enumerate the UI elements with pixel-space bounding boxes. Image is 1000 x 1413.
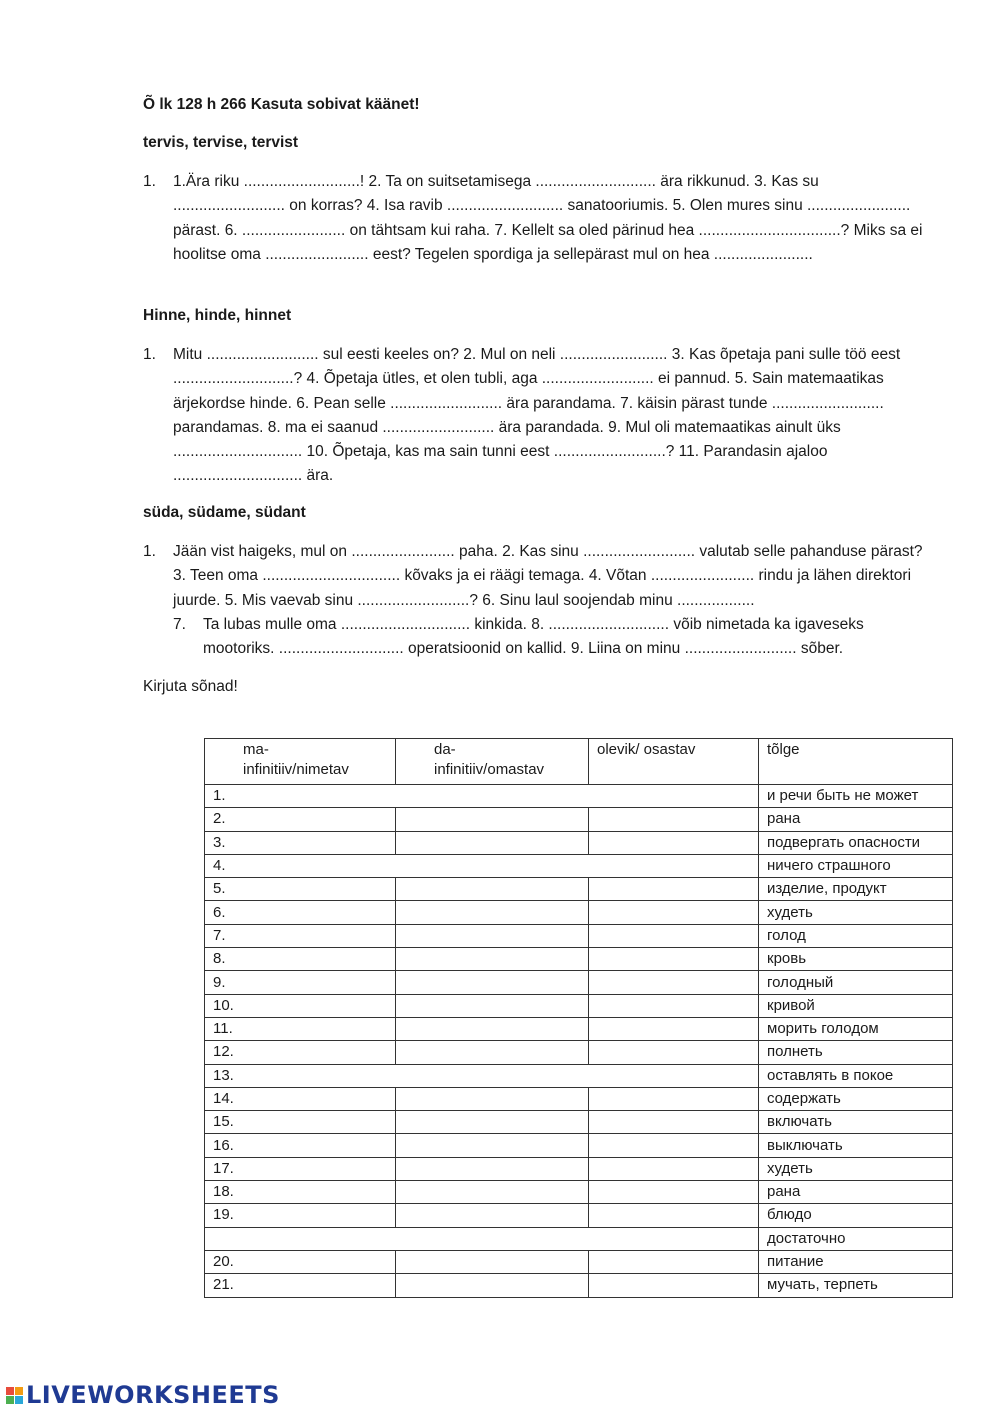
row-number-cell[interactable]: 5. bbox=[205, 878, 396, 901]
table-row bbox=[205, 808, 953, 831]
translation-cell: худеть bbox=[759, 1157, 953, 1180]
table-header-row bbox=[205, 739, 953, 785]
table-row bbox=[205, 1227, 953, 1250]
row-number-cell[interactable]: 8. bbox=[205, 948, 396, 971]
table-row bbox=[205, 1134, 953, 1157]
answer-cell[interactable] bbox=[396, 994, 589, 1017]
table-row bbox=[205, 1041, 953, 1064]
header-line: ma- bbox=[243, 741, 269, 758]
translation-cell: включать bbox=[759, 1111, 953, 1134]
section-heading-tervis: tervis, tervise, tervist bbox=[143, 134, 299, 151]
answer-cell[interactable] bbox=[589, 971, 759, 994]
answer-cell[interactable] bbox=[396, 1181, 589, 1204]
header-ma-infinitiiv bbox=[205, 739, 396, 785]
answer-cell[interactable] bbox=[396, 1041, 589, 1064]
table-row bbox=[205, 901, 953, 924]
translation-cell: мучать, терпеть bbox=[759, 1274, 953, 1297]
row-number-cell[interactable]: 13. bbox=[205, 1064, 759, 1087]
row-number-cell[interactable]: 12. bbox=[205, 1041, 396, 1064]
row-number-cell[interactable]: 9. bbox=[205, 971, 396, 994]
exercise-subitem bbox=[173, 613, 933, 662]
answer-cell[interactable] bbox=[589, 808, 759, 831]
translation-cell: и речи быть не может bbox=[759, 785, 953, 808]
subitem-number: 7. bbox=[173, 615, 186, 633]
answer-cell[interactable] bbox=[589, 948, 759, 971]
table-row bbox=[205, 994, 953, 1017]
answer-cell[interactable] bbox=[589, 1087, 759, 1110]
translation-cell: худеть bbox=[759, 901, 953, 924]
table-row bbox=[205, 924, 953, 947]
answer-cell[interactable] bbox=[396, 1134, 589, 1157]
instruction-text: Kirjuta sõnad! bbox=[143, 678, 238, 695]
header-olevik: olevik/ osastav bbox=[589, 739, 759, 785]
table-row bbox=[205, 878, 953, 901]
answer-cell[interactable] bbox=[589, 1250, 759, 1273]
row-number-cell[interactable]: 2. bbox=[205, 808, 396, 831]
row-number-cell[interactable]: 16. bbox=[205, 1134, 396, 1157]
translation-cell: содержать bbox=[759, 1087, 953, 1110]
section-heading-hinne: Hinne, hinde, hinnet bbox=[143, 307, 292, 324]
translation-cell: подвергать опасности bbox=[759, 831, 953, 854]
row-number-cell[interactable]: 11. bbox=[205, 1017, 396, 1040]
row-number-cell[interactable]: 17. bbox=[205, 1157, 396, 1180]
translation-cell: голодный bbox=[759, 971, 953, 994]
table-row bbox=[205, 1087, 953, 1110]
answer-cell[interactable] bbox=[589, 994, 759, 1017]
exercise-text: Mitu .......................... sul eesti keeles on? 2. Mul on neli ......................... 3. Kas õpetaja pani sulle töö eest ............................? 4. Õpetaja ütles, et olen tubli, aga .......................... ei pannud. 5. Sain matemaatikas ärjekordse hinde. 6. Pean selle .......................... ära parandama. 7. käisin pärast tunde .......................... parandamas. 8. ma ei saanud .......................... ära parandada. 9. Mul oli matemaatikas ainult üks .............................. 10. Õpetaja, kas ma sain tunni eest ..........................? 11. Parandasin ajaloo .............................. ära. bbox=[173, 346, 901, 485]
table-row bbox=[205, 1111, 953, 1134]
header-line: infinitiiv/omastav bbox=[434, 761, 545, 778]
translation-cell: рана bbox=[759, 808, 953, 831]
translation-cell: кривой bbox=[759, 994, 953, 1017]
row-number-cell[interactable]: 7. bbox=[205, 924, 396, 947]
table-row bbox=[205, 1274, 953, 1297]
translation-cell: оставлять в покое bbox=[759, 1064, 953, 1087]
row-number-cell[interactable]: 18. bbox=[205, 1181, 396, 1204]
answer-cell[interactable] bbox=[589, 1274, 759, 1297]
logo-blocks-icon bbox=[6, 1387, 23, 1404]
table-row bbox=[205, 1157, 953, 1180]
translation-cell: изделие, продукт bbox=[759, 878, 953, 901]
answer-cell[interactable] bbox=[589, 1111, 759, 1134]
answer-cell[interactable] bbox=[396, 924, 589, 947]
row-number-cell[interactable] bbox=[205, 1227, 759, 1250]
translation-cell: питание bbox=[759, 1250, 953, 1273]
header-tolge: tõlge bbox=[759, 739, 953, 785]
translation-cell: полнеть bbox=[759, 1041, 953, 1064]
table-row bbox=[205, 854, 953, 877]
table-row bbox=[205, 1181, 953, 1204]
row-number-cell[interactable]: 10. bbox=[205, 994, 396, 1017]
answer-cell[interactable] bbox=[396, 1017, 589, 1040]
subitem-text: Ta lubas mulle oma .............................. kinkida. 8. ............................ võib nimetada ka igaveseks mootoriks. ............................. operatsioonid on kallid. 9. Liina on minu .......................... sõber. bbox=[203, 615, 864, 658]
liveworksheets-logo bbox=[6, 1378, 280, 1412]
answer-cell[interactable] bbox=[396, 1250, 589, 1273]
exercise-number: 1. bbox=[143, 173, 156, 190]
answer-cell[interactable] bbox=[589, 878, 759, 901]
answer-cell[interactable] bbox=[396, 971, 589, 994]
exercise-number: 1. bbox=[143, 543, 156, 560]
exercise-number: 1. bbox=[143, 346, 156, 363]
word-table bbox=[204, 738, 953, 1298]
answer-cell[interactable] bbox=[396, 808, 589, 831]
logo-text: LIVEWORKSHEETS bbox=[26, 1381, 280, 1409]
table-row bbox=[205, 1017, 953, 1040]
row-number-cell[interactable]: 3. bbox=[205, 831, 396, 854]
answer-cell[interactable] bbox=[589, 1204, 759, 1227]
answer-cell[interactable] bbox=[589, 924, 759, 947]
table-row bbox=[205, 1250, 953, 1273]
answer-cell[interactable] bbox=[589, 1041, 759, 1064]
translation-cell: достаточно bbox=[759, 1227, 953, 1250]
row-number-cell[interactable]: 19. bbox=[205, 1204, 396, 1227]
row-number-cell[interactable]: 6. bbox=[205, 901, 396, 924]
answer-cell[interactable] bbox=[589, 1157, 759, 1180]
row-number-cell[interactable]: 14. bbox=[205, 1087, 396, 1110]
row-number-cell[interactable]: 20. bbox=[205, 1250, 396, 1273]
row-number-cell[interactable]: 21. bbox=[205, 1274, 396, 1297]
answer-cell[interactable] bbox=[589, 901, 759, 924]
answer-cell[interactable] bbox=[396, 1274, 589, 1297]
row-number-cell[interactable]: 1. bbox=[205, 785, 759, 808]
exercise-text: 1.Ära riku ...........................! 2. Ta on suitsetamisega ............................ ära rikkunud. 3. Kas su .......................... on korras? 4. Isa ravib ........................... sanatooriumis. 5. Olen mures sinu ........................ pärast. 6. ........................ on tähtsam kui raha. 7. Kellelt sa oled pärinud hea .................................? Miks sa ei hoolitse oma ........................ eest? Tegelen spordiga ja sellepärast mul on hea ....................... bbox=[173, 173, 923, 263]
answer-cell[interactable] bbox=[396, 1204, 589, 1227]
exercise-syda bbox=[143, 540, 933, 661]
row-number-cell[interactable]: 15. bbox=[205, 1111, 396, 1134]
translation-cell: кровь bbox=[759, 948, 953, 971]
answer-cell[interactable] bbox=[396, 1087, 589, 1110]
table-row bbox=[205, 785, 953, 808]
translation-cell: голод bbox=[759, 924, 953, 947]
answer-cell[interactable] bbox=[589, 831, 759, 854]
answer-cell[interactable] bbox=[396, 948, 589, 971]
translation-cell: блюдо bbox=[759, 1204, 953, 1227]
row-number-cell[interactable]: 4. bbox=[205, 854, 759, 877]
answer-cell[interactable] bbox=[396, 1157, 589, 1180]
answer-cell[interactable] bbox=[396, 1111, 589, 1134]
header-line: infinitiiv/nimetav bbox=[243, 761, 349, 778]
table-row bbox=[205, 971, 953, 994]
translation-cell: ничего страшного bbox=[759, 854, 953, 877]
page-title: Õ lk 128 h 266 Kasuta sobivat käänet! bbox=[143, 96, 420, 113]
exercise-text: Jään vist haigeks, mul on ........................ paha. 2. Kas sinu .......................... valutab selle pahanduse pärast? 3. Teen oma ................................ kõvaks ja ei räägi temaga. 4. Võtan ........................ rindu ja lähen direktori juurde. 5. Mis vaevab sinu ..........................? 6. Sinu laul soojendab minu .................. bbox=[173, 543, 923, 609]
answer-cell[interactable] bbox=[589, 1181, 759, 1204]
header-da-infinitiiv bbox=[396, 739, 589, 785]
answer-cell[interactable] bbox=[396, 901, 589, 924]
table-row bbox=[205, 948, 953, 971]
answer-cell[interactable] bbox=[589, 1017, 759, 1040]
header-line: da- bbox=[434, 741, 456, 758]
exercise-tervis bbox=[143, 170, 933, 267]
table-row bbox=[205, 1064, 953, 1087]
answer-cell[interactable] bbox=[396, 831, 589, 854]
answer-cell[interactable] bbox=[396, 878, 589, 901]
exercise-hinne bbox=[143, 343, 933, 489]
table-row bbox=[205, 831, 953, 854]
section-heading-syda: süda, südame, südant bbox=[143, 504, 306, 521]
answer-cell[interactable] bbox=[589, 1134, 759, 1157]
translation-cell: выключать bbox=[759, 1134, 953, 1157]
table-row bbox=[205, 1204, 953, 1227]
translation-cell: рана bbox=[759, 1181, 953, 1204]
translation-cell: морить голодом bbox=[759, 1017, 953, 1040]
